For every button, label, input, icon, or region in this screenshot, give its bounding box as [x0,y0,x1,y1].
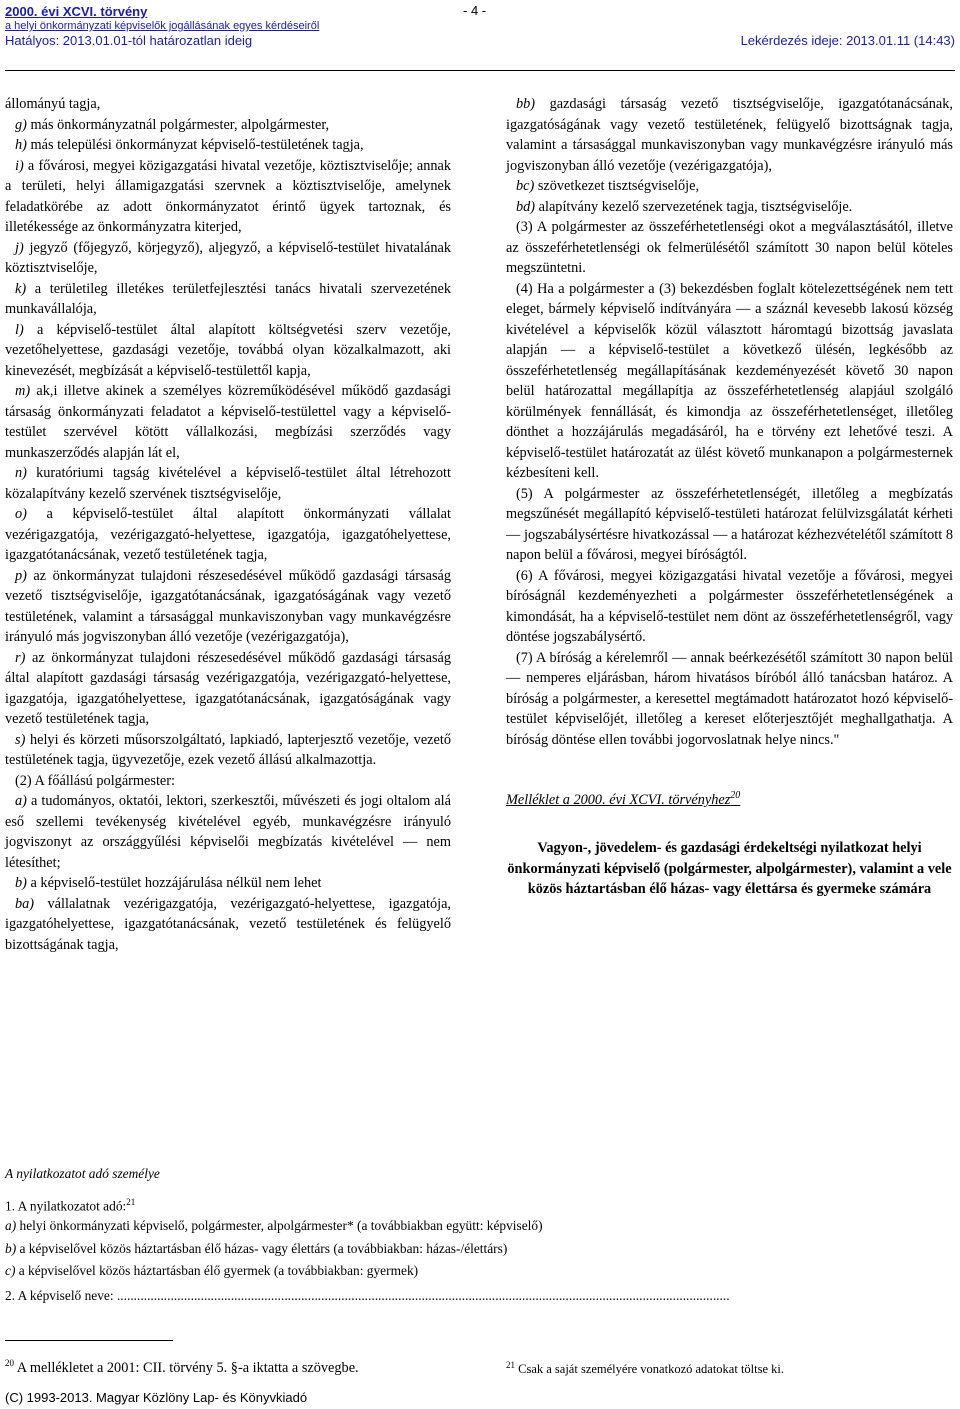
law-subtitle[interactable]: a helyi önkormányzati képviselők jogállásának egyes kérdéseiről [5,20,320,32]
paragraph: n) kuratóriumi tagság kivételével a képviselő-testület által létrehozott közalapítvány kezelő szervének tisztségviselője, [5,465,451,502]
enumerator: r) [15,649,26,666]
header-rule [5,70,955,71]
paragraph: i) a fővárosi, megyei közigazgatási hivatal vezetője, köztisztviselője; annak a területi, helyi államigazgatási szervnek a köztisztviselője, amelynek feladatkörébe az adott önkormányzatot érintő ügyek tartoznak, és illetékessége az önkormányzatra kiterjed, [5,157,451,235]
footnote-rule [5,1340,173,1341]
enumerator: m) [15,383,31,399]
option-a-letter: a) [5,1218,17,1234]
declaration-form [5,1164,955,1306]
footnote-20-number: 20 [5,1358,14,1368]
footnote-20 [5,1358,359,1377]
footnote-21-text: Csak a saját személyére vonatkozó adatokat töltse ki. [518,1362,785,1377]
paragraph: o) a képviselő-testület által alapított önkormányzati vállalat vezérigazgatója, vezérigazgató-helyettese, igazgatója, igazgatóhelyettese, igazgatótanácsának, vezető testületének tagja, [5,506,451,563]
footnote-20-text: A mellékletet a 2001: CII. törvény 5. §-a iktatta a szövegbe. [16,1359,359,1376]
paragraph: l) a képviselő-testület által alapított költségvetési szerv vezetője, vezetőhelyettese, gazdasági vezetője, továbbá olyan közalkalmazott, aki kinevezését, megbízását a képviselő-testülettől kapja, [5,321,451,379]
enumerator: n) [15,465,27,481]
annex-title [506,786,953,810]
page-header [5,4,955,49]
header-meta [5,33,955,49]
paragraph: állományú tagja, [5,96,101,112]
enumerator: a) [15,793,27,809]
option-a [5,1216,955,1237]
paragraph: r) az önkormányzat tulajdoni részesedésével működő gazdasági társaság által alapított gazdasági társaság vezérigazgatója, vezérigazgató-helyettese, igazgatója, igazgatóhelyettese, igazgatótanácsának, igazgatóságának vagy vezető testületének tagja, [5,649,451,727]
enumerator: k) [15,280,27,297]
paragraph: bc) szövetkezet tisztségviselője, [516,178,700,194]
footnote-ref-20[interactable]: 20 [730,790,741,801]
declarant-heading: A nyilatkozatot adó személye [5,1166,160,1181]
question-1 [5,1192,955,1217]
paragraph: g) más önkormányzatnál polgármester, alpolgármester, [15,116,330,133]
paragraph: a) a tudományos, oktatói, lektori, szerkesztői, művészeti és jogi oltalom alá eső szellemi tevékenység kivételével egyéb, munkavégzésre irányuló jogviszonyt az országgyűlési képviselői megbízatás kivételével — nem létesíthet; [5,793,451,871]
enumerator: b) [15,875,27,891]
option-a-text: helyi önkormányzati képviselő, polgármester, alpolgármester* (a továbbiakban együtt: képviselő) [19,1218,543,1234]
paragraph: p) az önkormányzat tulajdoni részesedésével működő gazdasági társaság vezető tisztségviselője, igazgatótanácsának, igazgatóságának vagy vezető testületének, valamint a társasággal munkaviszonyban vagy munkavégzésre irányuló más jogviszonyban álló vezetője (vezérigazgatója), [5,567,451,645]
paragraph: (6) A fővárosi, megyei közigazgatási hivatal vezetője a fővárosi, megyei bíróságnál kezdeményezheti a polgármester összeférhetetlenségének a kimondását, ha a képviselő-testület nem dönt az összeférhetetlenségről, vagy döntése jogszabálysértő. [506,567,953,645]
paragraph: (4) Ha a polgármester a (3) bekezdésben foglalt kötelezettségének nem tett eleget, bármely képviselő indítványára — a száznál kevesebb lakosú község kivételével a képviselők közül választott háromtagú bizottság javaslata alapján — a képviselő-testület a következő ülésén, legkésőbb az összeférhetetlenség megállapításának kezdeményezését követő 30 napon belül határozattal megállapítja az összeférhetetlenség alapjául szolgáló körülmények fennállását, és kimondja az összeférhetetlenséget, illetőleg dönthet a hozzájárulás megadásáról, ha e törvény ezt lehetővé teszi. A képviselő-testület határozatát az ülést követő munkanapon a polgármesternek kézbesíteni kell. [506,280,953,481]
annex-heading: Vagyon-, jövedelem- és gazdasági érdekeltségi nyilatkozat helyi önkormányzati képviselő (polgármester, alpolgármester), valamint a vele közös háztartásban élő házas- vagy élettársa és gyermeke számára [507,840,952,898]
enumerator: bc) [516,178,535,194]
paragraph: (3) A polgármester az összeférhetetlenségi okot a megválasztásától, illetve az összeférhetetlenségi ok felmerülésétől számított 30 napon belül köteles megszüntetni. [506,219,953,276]
paragraph: b) a képviselő-testület hozzájárulása nélkül nem lehet [15,875,322,891]
paragraph: h) más települési önkormányzat képviselő-testületének tagja, [15,137,364,153]
left-column [5,94,451,955]
enumerator: l) [15,321,24,338]
enumerator: o) [15,506,27,522]
paragraph: (2) A főállású polgármester: [15,772,176,789]
enumerator: bb) [516,96,536,112]
enumerator: g) [15,116,27,133]
enumerator: ba) [15,895,35,912]
option-b [5,1239,955,1260]
question-2: 2. A képviselő neve: ....................................................................................................................................................................................... [5,1287,730,1303]
page-number: - 4 - [463,3,487,18]
enumerator: s) [15,731,26,748]
enumerator: bd) [516,198,536,215]
effective-date: Hatályos: 2013.01.01-tól határozatlan ideig [5,33,253,48]
paragraph: ba) vállalatnak vezérigazgatója, vezérigazgató-helyettese, igazgatója, igazgatóhelyettese, igazgatótanácsának, vezető testületének és felügyelő bizottságának tagja, [5,895,451,953]
option-c-letter: c) [5,1263,16,1279]
footnote-21 [506,1360,784,1377]
paragraph: bb) gazdasági társaság vezető tisztségviselője, igazgatótanácsának, igazgatóságának vagy vezető testületének, felügyelő bizottságnak tagja, valamint a társasággal munkaviszonyban vagy munkavégzésre irányuló más jogviszonyban álló vezetője (vezérigazgatója), [506,96,953,174]
question-1-text: 1. A nyilatkozatot adó: [5,1197,127,1213]
query-date: Lekérdezés ideje: 2013.01.11 (14:43) [740,33,955,48]
paragraph: m) ak,i illetve akinek a személyes közreműködésével működő gazdasági társaság önkormányzati feladatot a képviselő-testülettel vagy a képviselő-testület szervével kötött vállalkozási, megbízási szerződés vagy munkaszerződés alapján lát el, [5,383,451,461]
paragraph: s) helyi és körzeti műsorszolgáltató, lapkiadó, lapterjesztő vezetője, vezető testületének tagja, ügyvezetője, ezek vezető állású alkalmazottja. [5,731,451,768]
option-c [5,1261,955,1282]
law-title[interactable]: 2000. évi XCVI. törvény [5,4,148,19]
enumerator: i) [15,157,24,174]
enumerator: j) [15,239,24,256]
option-b-letter: b) [5,1240,17,1256]
copyright: (C) 1993-2013. Magyar Közlöny Lap- és Könyvkiadó [5,1390,308,1405]
option-c-text: a képviselővel közös háztartásban élő gyermek (a továbbiakban: gyermek) [18,1263,419,1279]
paragraph: j) jegyző (főjegyző, körjegyző), aljegyző, a képviselő-testület hivatalának köztisztviselője, [5,239,451,276]
enumerator: h) [15,137,27,153]
enumerator: p) [15,567,27,584]
footnote-ref-21[interactable]: 21 [126,1196,136,1207]
footnote-21-number: 21 [506,1360,515,1370]
paragraph: (5) A polgármester az összeférhetetlenségét, illetőleg a megbízatás megszűnését megállapító képviselő-testületi határozat felülvizsgálatát kérheti — jogszabálysértésre hivatkozással — a határozat kézhezvételétől számított 8 napon belül a fővárosi, megyei bíróságtól. [506,485,953,563]
paragraph: k) a területileg illetékes területfejlesztési tanács hivatali szervezetének munkavállalója, [5,280,451,317]
option-b-text: a képviselővel közös háztartásban élő házas- vagy élettárs (a továbbiakban: házas-/élettárs) [19,1240,508,1256]
annex-title-text: Melléklet a 2000. évi XCVI. törvényhez [506,791,731,808]
paragraph: (7) A bíróság a kérelemről — annak beérkezésétől számított 30 napon belül — nemperes eljárásban, három hivatásos bíróból álló tanácsban határoz. A bíróság a polgármester, a keresettel megtámadott határozatot hozó képviselő-testület képviselőjét, illetőleg a kereset előterjesztőjét meghallgathatja. A bíróság döntése ellen további jogorvoslatnak helye nincs." [506,649,953,748]
right-column [506,94,953,900]
paragraph: bd) alapítvány kezelő szervezetének tagja, tisztségviselője. [516,198,853,215]
